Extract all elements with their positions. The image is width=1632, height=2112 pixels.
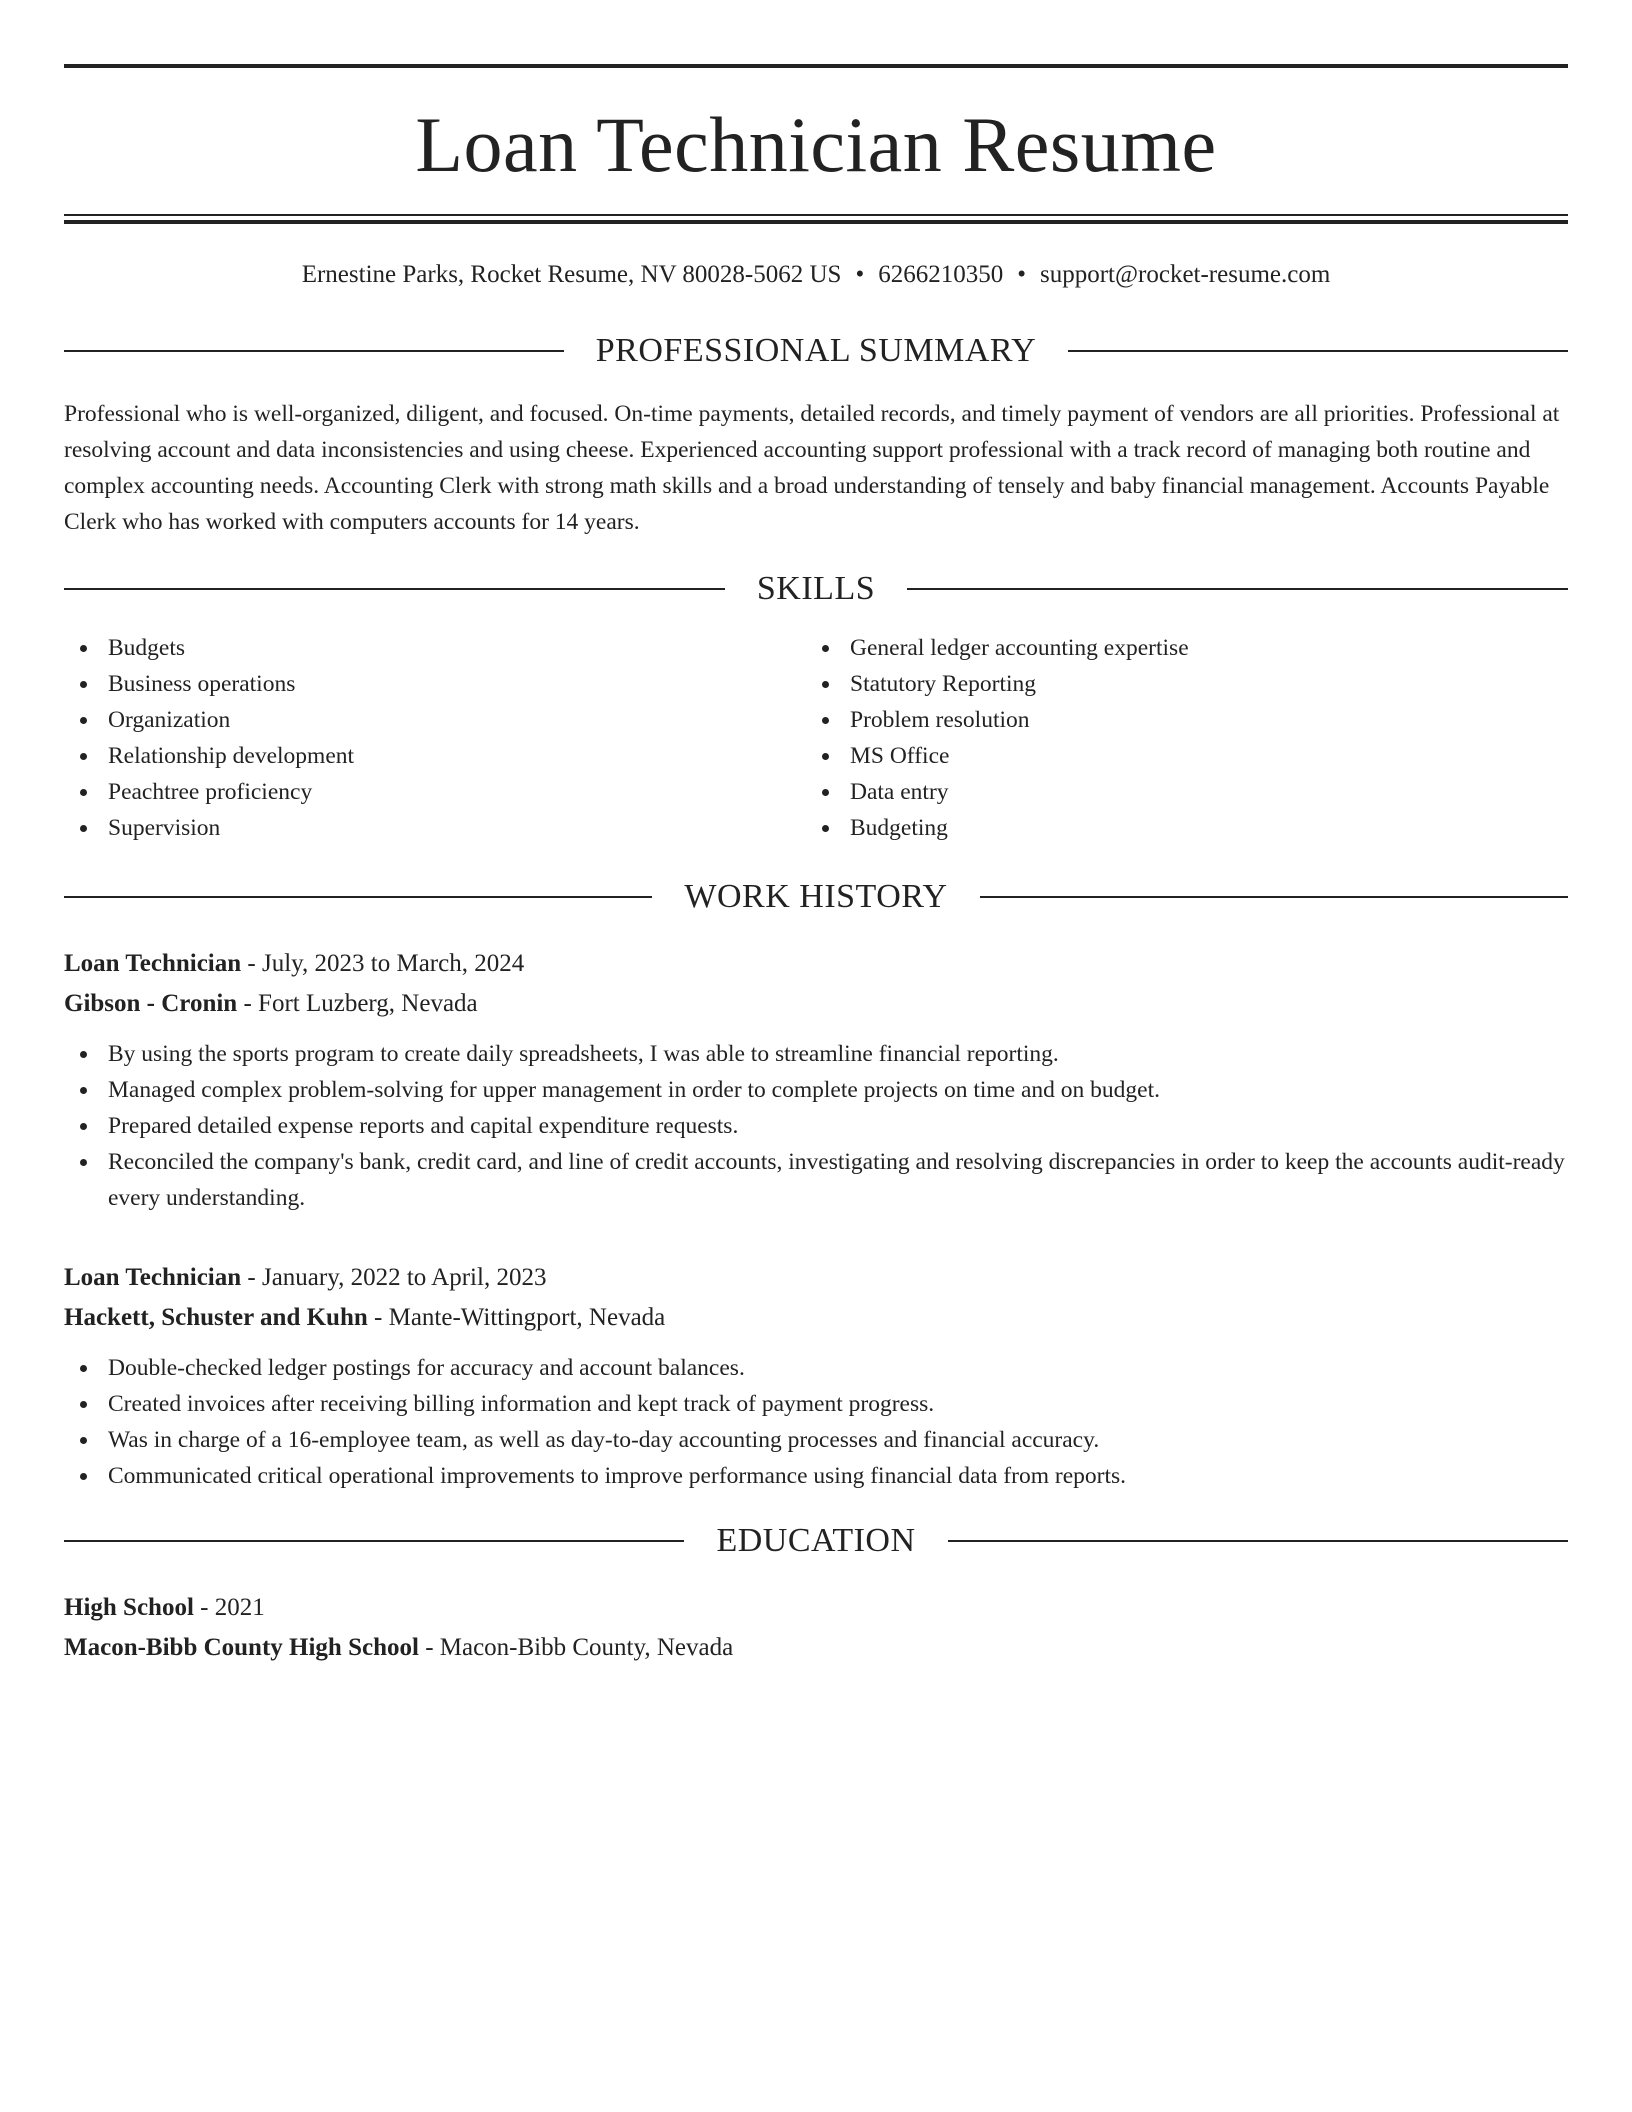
job-title: Loan Technician (64, 1264, 242, 1291)
section-title: PROFESSIONAL SUMMARY (595, 332, 1037, 369)
education-school-line (64, 1628, 1568, 1668)
heading-rule (907, 588, 1568, 590)
section-heading-education (64, 1524, 1568, 1558)
skill-item: Business operations (64, 666, 816, 702)
job-bullets (64, 1350, 1568, 1494)
job-location: - Mante-Wittingport, Nevada (367, 1304, 666, 1331)
summary-text: Professional who is well-organized, diligent, and focused. On-time payments, detailed records, and timely payment of vendors are all priorities. Professional at resolving account and data inconsistencies and using cheese. Experienced accounting support professional with a track record of managing both routine and complex accounting needs. Accounting Clerk with strong math skills and a broad understanding of tensely and baby financial management. Accounts Payable Clerk who has worked with computers accounts for 14 years. (64, 401, 1560, 535)
education-entry (64, 1588, 1568, 1668)
section-heading-summary (64, 334, 1568, 368)
skill-item: Supervision (64, 810, 816, 846)
contact-separator: • (1017, 261, 1026, 288)
section-title: SKILLS (756, 570, 876, 607)
education-degree-line (64, 1588, 1568, 1628)
job-bullet: By using the sports program to create daily spreadsheets, I was able to streamline financial reporting. (64, 1036, 1568, 1072)
education-year: - 2021 (193, 1594, 265, 1621)
job-bullet: Prepared detailed expense reports and capital expenditure requests. (64, 1108, 1568, 1144)
skill-item: Budgeting (806, 810, 1558, 846)
job-bullet: Double-checked ledger postings for accuracy and account balances. (64, 1350, 1568, 1386)
heading-rule (64, 350, 564, 352)
education-location: - Macon-Bibb County, Nevada (418, 1634, 734, 1661)
top-rule (64, 64, 1568, 68)
job-company: Hackett, Schuster and Kuhn (64, 1304, 368, 1331)
job-dates: - July, 2023 to March, 2024 (241, 950, 525, 977)
contact-email: support@rocket-resume.com (1040, 261, 1331, 288)
heading-rule (1068, 350, 1568, 352)
job-company-line (64, 984, 1568, 1024)
job-entry (64, 1258, 1568, 1494)
job-dates: - January, 2022 to April, 2023 (241, 1264, 547, 1291)
section-heading-work (64, 880, 1568, 914)
skill-item: Organization (64, 702, 816, 738)
education-school: Macon-Bibb County High School (64, 1634, 419, 1661)
job-bullets (64, 1036, 1568, 1216)
skill-item: Data entry (806, 774, 1558, 810)
skill-item: Statutory Reporting (806, 666, 1558, 702)
heading-rule (64, 588, 725, 590)
skill-item: Budgets (64, 630, 816, 666)
job-bullet: Reconciled the company's bank, credit card, and line of credit accounts, investigating and resolving discrepancies in order to keep the accounts audit-ready every understanding. (64, 1144, 1568, 1216)
resume-page (64, 64, 1568, 1668)
contact-line (64, 260, 1568, 290)
section-title: WORK HISTORY (684, 878, 948, 915)
skills-column-right (806, 630, 1558, 846)
contact-separator: • (855, 261, 865, 288)
skill-item: Peachtree proficiency (64, 774, 816, 810)
heading-rule (948, 1540, 1568, 1542)
title-double-rule (64, 214, 1568, 224)
job-bullet: Communicated critical operational improvements to improve performance using financial data from reports. (64, 1458, 1568, 1494)
heading-rule (980, 896, 1568, 898)
education-degree: High School (64, 1594, 194, 1621)
skills-list (64, 630, 1568, 846)
heading-rule (64, 1540, 684, 1542)
job-bullet: Managed complex problem-solving for upper management in order to complete projects on time and on budget. (64, 1072, 1568, 1108)
section-title: EDUCATION (716, 1522, 916, 1559)
skill-item: MS Office (806, 738, 1558, 774)
skill-item: General ledger accounting expertise (806, 630, 1558, 666)
page-title: Loan Technician Resume (415, 101, 1217, 188)
skills-column-left (64, 630, 816, 846)
job-title-line (64, 944, 1568, 984)
job-bullet: Created invoices after receiving billing information and kept track of payment progress. (64, 1386, 1568, 1422)
section-heading-skills (64, 572, 1568, 606)
skill-item: Relationship development (64, 738, 816, 774)
contact-address: Ernestine Parks, Rocket Resume, NV 80028-5062 US (301, 261, 842, 288)
contact-phone: 6266210350 (878, 261, 1004, 288)
job-title-line (64, 1258, 1568, 1298)
job-bullet: Was in charge of a 16-employee team, as well as day-to-day accounting processes and financial accuracy. (64, 1422, 1568, 1458)
job-location: - Fort Luzberg, Nevada (237, 990, 478, 1017)
skill-item: Problem resolution (806, 702, 1558, 738)
heading-rule (64, 896, 652, 898)
job-company: Gibson - Cronin (64, 990, 238, 1017)
job-title: Loan Technician (64, 950, 242, 977)
job-entry (64, 944, 1568, 1216)
job-company-line (64, 1298, 1568, 1338)
